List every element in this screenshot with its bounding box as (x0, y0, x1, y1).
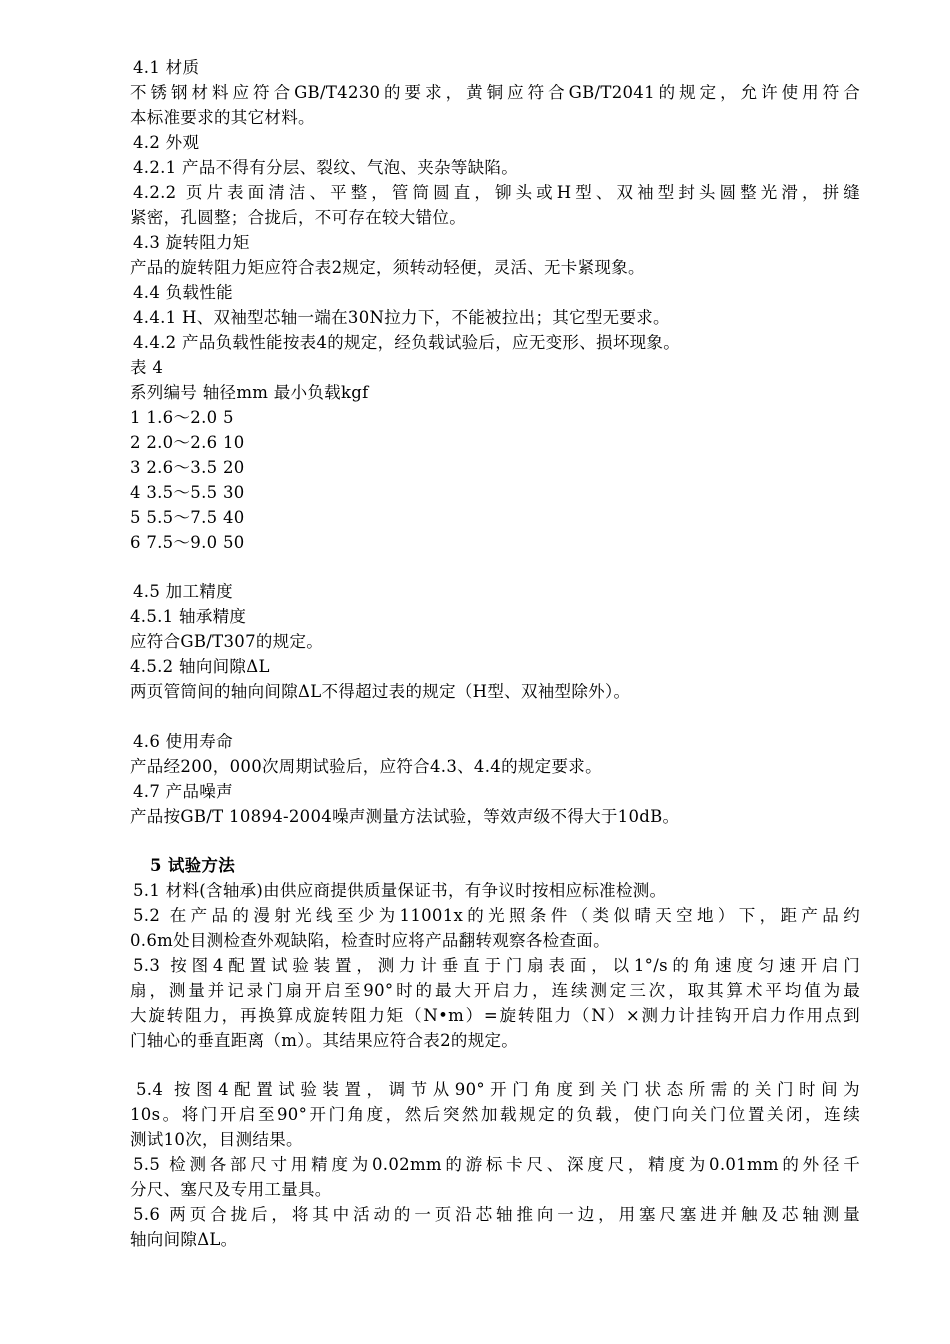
section-4-5-2-text: 两页管筒间的轴向间隙ΔL不得超过表的规定（H型、双袖型除外）。 (130, 682, 631, 701)
table-4-row: 6 7.5～9.0 50 (130, 533, 245, 552)
table-4-row: 1 1.6～2.0 5 (130, 408, 234, 427)
section-4-4-1-text: 4.4.1 H、双袖型芯轴一端在30N拉力下，不能被拉出；其它型无要求。 (133, 308, 670, 327)
section-5-2-text-cont: 0.6m处目测检查外观缺陷，检查时应将产品翻转观察各检查面。 (130, 931, 610, 950)
section-4-7-heading: 4.7 产品噪声 (133, 782, 233, 801)
section-5-4-text: 5.4 按图4配置试验装置，调节从90°开门角度到关门状态所需的关门时间为 (136, 1080, 860, 1099)
section-5-2-text: 5.2 在产品的漫射光线至少为11001x的光照条件（类似晴天空地）下，距产品约 (133, 906, 860, 925)
section-4-3-heading: 4.3 旋转阻力矩 (133, 233, 250, 252)
section-4-1-text-cont: 本标准要求的其它材料。 (130, 108, 315, 127)
section-4-1-heading: 4.1 材质 (133, 58, 200, 77)
table-4-row: 5 5.5～7.5 40 (130, 508, 245, 527)
section-5-5-text: 5.5 检测各部尺寸用精度为0.02mm的游标卡尺、深度尺，精度为0.01mm的外径千 (133, 1155, 860, 1174)
section-4-1-text: 不锈钢材料应符合GB/T4230的要求，黄铜应符合GB/T2041的规定，允许使用符合 (130, 83, 860, 102)
section-4-5-1-text: 应符合GB/T307的规定。 (130, 632, 324, 651)
section-5-4-text-cont: 测试10次，目测结果。 (130, 1130, 303, 1149)
section-5-3-text: 5.3 按图4配置试验装置，测力计垂直于门扇表面，以1°/s的角速度匀速开启门 (133, 956, 860, 975)
section-4-4-heading: 4.4 负载性能 (133, 283, 233, 302)
section-5-3-text-cont: 门轴心的垂直距离（m）。其结果应符合表2的规定。 (130, 1031, 519, 1050)
section-4-3-text: 产品的旋转阻力矩应符合表2规定，须转动轻便，灵活、无卡紧现象。 (130, 258, 645, 277)
section-4-5-2-heading: 4.5.2 轴向间隙ΔL (130, 657, 270, 676)
section-4-4-2-text: 4.4.2 产品负载性能按表4的规定，经负载试验后，应无变形、损坏现象。 (133, 333, 681, 352)
section-5-4-text-cont: 10s。将门开启至90°开门角度，然后突然加载规定的负载，使门向关门位置关闭，连续 (130, 1105, 860, 1124)
section-5-5-text-cont: 分尺、塞尺及专用工量具。 (130, 1180, 332, 1199)
section-4-2-heading: 4.2 外观 (133, 133, 200, 152)
section-5-6-text: 5.6 两页合拢后，将其中活动的一页沿芯轴推向一边，用塞尺塞进并触及芯轴测量 (133, 1205, 860, 1224)
table-4-row: 3 2.6～3.5 20 (130, 458, 245, 477)
table-4-row: 4 3.5～5.5 30 (130, 483, 245, 502)
section-5-3-text-cont: 大旋转阻力，再换算成旋转阻力矩（N•m）=旋转阻力（N）×测力计挂钩开启力作用点到 (130, 1006, 860, 1025)
section-5-6-text-cont: 轴向间隙ΔL。 (130, 1230, 238, 1249)
section-4-6-heading: 4.6 使用寿命 (133, 732, 233, 751)
section-4-7-text: 产品按GB/T 10894-2004噪声测量方法试验，等效声级不得大于10dB。 (130, 807, 680, 826)
section-4-5-1-heading: 4.5.1 轴承精度 (130, 607, 247, 626)
section-4-2-2-text-cont: 紧密，孔圆整；合拢后，不可存在较大错位。 (130, 208, 466, 227)
section-5-3-text-cont: 扇，测量并记录门扇开启至90°时的最大开启力，连续测定三次，取其算术平均值为最 (130, 981, 860, 1000)
section-4-2-1-text: 4.2.1 产品不得有分层、裂纹、气泡、夹杂等缺陷。 (133, 158, 519, 177)
table-4-title: 表 4 (130, 358, 164, 377)
section-4-6-text: 产品经200，000次周期试验后，应符合4.3、4.4的规定要求。 (130, 757, 602, 776)
section-4-2-2-text: 4.2.2 页片表面清洁、平整，管筒圆直，铆头或H型、双袖型封头圆整光滑，拼缝 (133, 183, 860, 202)
section-5-heading: 5 试验方法 (150, 856, 236, 875)
table-4-header: 系列编号 轴径mm 最小负载kgf (130, 383, 369, 402)
section-4-5-heading: 4.5 加工精度 (133, 582, 233, 601)
section-5-1-text: 5.1 材料(含轴承)由供应商提供质量保证书，有争议时按相应标准检测。 (133, 881, 667, 900)
table-4-row: 2 2.0～2.6 10 (130, 433, 245, 452)
